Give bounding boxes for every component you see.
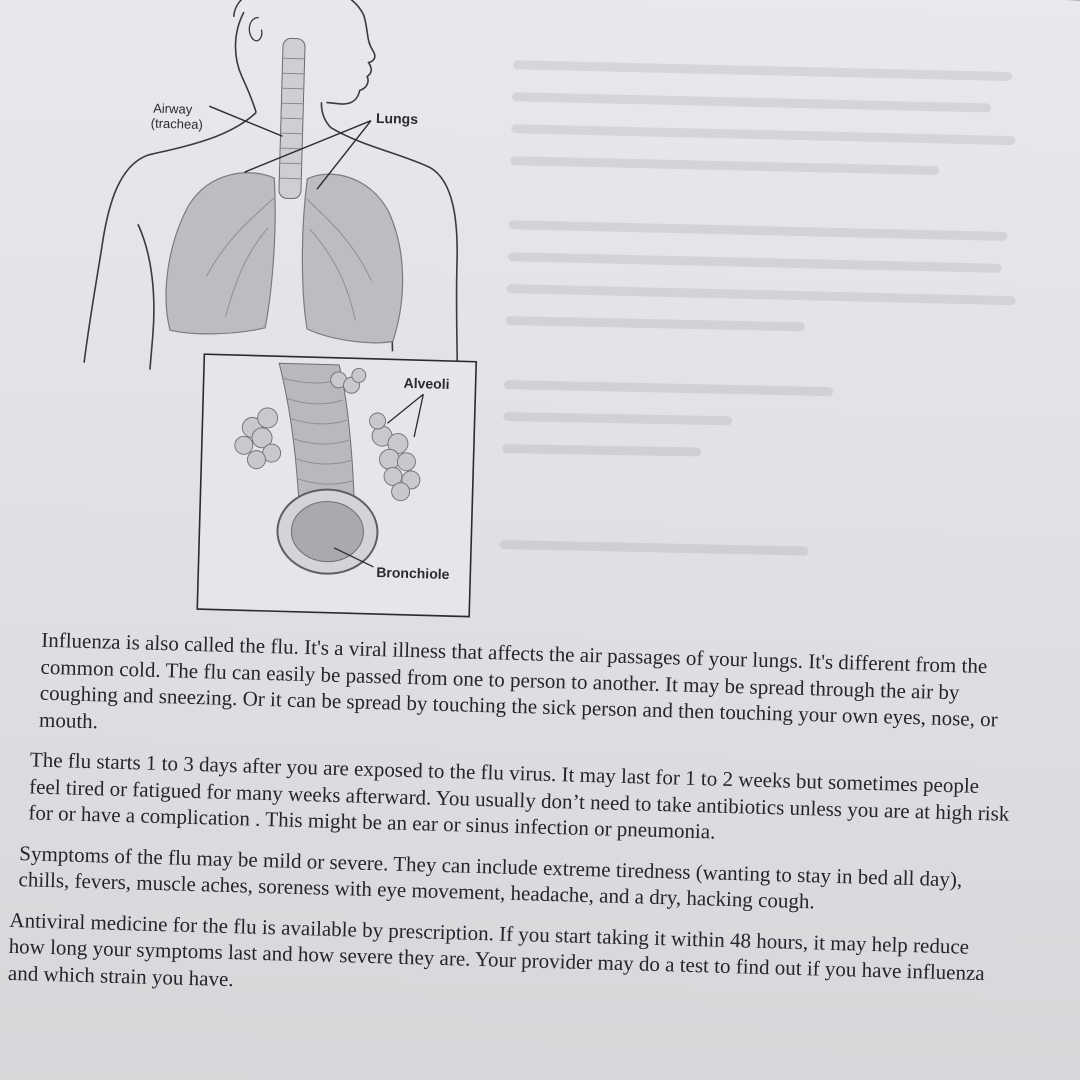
paragraph-definition: Influenza is also called the flu. It's a viral illness that affects the air passages of your lungs. It's different from the common cold. The flu can easily be passed from one to person to another. It may be spread through the air by coughing and sneezing. Or it can be spread by touching the sick person and then touching your own eyes, nose, or mouth. [38, 627, 998, 733]
show-through-lines [494, 44, 1028, 578]
label-bronchiole: Bronchiole [376, 564, 450, 583]
label-airway: Airway [152, 100, 193, 117]
ear-outline [249, 17, 262, 41]
bronchiole-inset [197, 354, 476, 616]
paragraph-symptoms: Symptoms of the flu may be mild or severe. They can include extreme tiredness (wanting to stay in bed all day), chills, fevers, muscle aches, soreness with eye movement, headache, and a dry, hacking cough. [18, 840, 963, 914]
label-alveoli: Alveoli [403, 374, 450, 392]
trachea-shape [279, 38, 305, 199]
paragraph-treatment: Antiviral medicine for the flu is available by prescription. If you start taking it within 48 hours, it may help reduce how long your symptoms last and how severe they are. Your provider may do a test to find out if you have influenza and which strain you have. [7, 907, 986, 991]
respiratory-diagram [67, 0, 525, 625]
influenza-info-text [7, 627, 1026, 1028]
label-airway-sub: (trachea) [150, 115, 204, 132]
paragraph-duration: The flu starts 1 to 3 days after you are exposed to the flu virus. It may last for 1 to 2 weeks but sometimes people feel tired or fatigued for many weeks afterward. You usually don’t need to take antibiotics unless you are at high risk for or have a complication . This might be an ear or sinus infection or pneumonia. [28, 747, 1010, 844]
body-outline [84, 0, 468, 378]
label-lungs: Lungs [375, 109, 419, 128]
show-through-texture [494, 44, 1028, 578]
